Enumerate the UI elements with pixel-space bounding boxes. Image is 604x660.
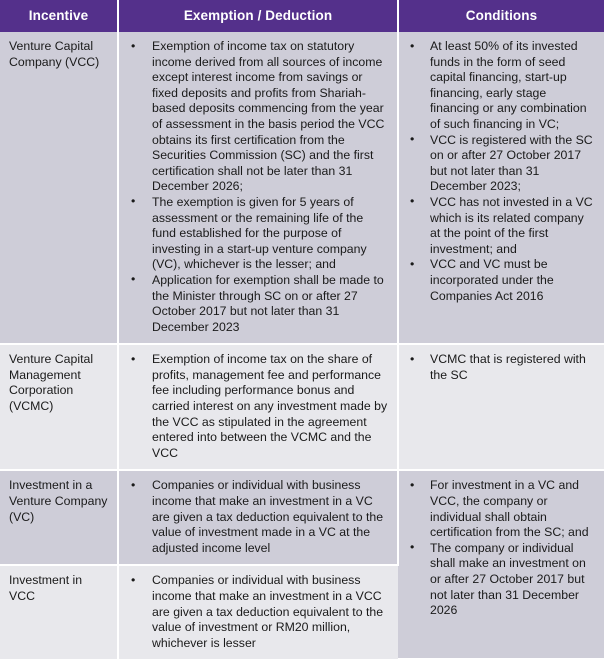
table-row xyxy=(0,32,604,344)
cell-incentive: Investment in a Venture Company (VC) xyxy=(0,470,118,565)
cell-conditions xyxy=(398,470,604,659)
bullet-list xyxy=(128,573,390,651)
bullet-list xyxy=(128,39,389,335)
list-item: • VCC and VC must be incorporated under the Companies Act 2016 xyxy=(408,257,596,304)
cell-exemption xyxy=(118,32,398,344)
cell-conditions xyxy=(398,32,604,344)
header-exemption-deduction: Exemption / Deduction xyxy=(118,0,398,32)
bullet-list xyxy=(408,478,596,618)
list-item: • Companies or individual with business income that make an investment in a VC are given a tax deduction equivalent to the value of investment made in a VC at the adjusted income level xyxy=(128,478,389,556)
list-item: • At least 50% of its invested funds in the form of seed capital financing, start-up financing, early stage financing or any combination of such financing in VC; xyxy=(408,39,596,133)
list-item: • Companies or individual with business income that make an investment in a VCC are given a tax deduction equivalent to the value of investment or RM20 million, whichever is lesser xyxy=(128,573,390,651)
list-item: • VCMC that is registered with the SC xyxy=(408,352,596,383)
cell-exemption xyxy=(118,344,398,470)
list-item: • Exemption of income tax on statutory income derived from all sources of income except interest income from savings or fixed deposits and profits from Shariah-based deposits commencing from the year of assessment in the basis period the VCC obtains its first certification from the Securities Commission (SC) and the first certification shall not be later than 31 December 2026; xyxy=(128,39,389,195)
cell-incentive: Venture Capital Company (VCC) xyxy=(0,32,118,344)
list-item: • For investment in a VC and VCC, the company or individual shall obtain certification from the SC; and xyxy=(408,478,596,540)
table-row xyxy=(0,470,604,565)
list-item: • VCC is registered with the SC on or after 27 October 2017 but not later than 31 December 2023; xyxy=(408,133,596,195)
table-row xyxy=(0,344,604,470)
list-item: • Application for exemption shall be made to the Minister through SC on or after 27 October 2017 but not later than 31 December 2023 xyxy=(128,273,389,335)
header-incentive: Incentive xyxy=(0,0,118,32)
list-item: • The company or individual shall make an investment on or after 27 October 2017 but not later than 31 December 2026 xyxy=(408,541,596,619)
list-item: • Exemption of income tax on the share of profits, management fee and performance fee including performance bonus and carried interest on any investment made by the VCC as stipulated in the agreement entered into between the VCMC and the VCC xyxy=(128,352,389,461)
list-item: • The exemption is given for 5 years of assessment or the remaining life of the fund established for the purpose of investing in a start-up venture company (VC), whichever is the lesser; and xyxy=(128,195,389,273)
table-header-row xyxy=(0,0,604,32)
bullet-list xyxy=(408,352,596,383)
cell-incentive: Venture Capital Management Corporation (VCMC) xyxy=(0,344,118,470)
bullet-list xyxy=(408,39,596,304)
bullet-list xyxy=(128,478,389,556)
cell-incentive: Investment in VCC xyxy=(0,565,118,659)
header-conditions: Conditions xyxy=(398,0,604,32)
bullet-list xyxy=(128,352,389,461)
cell-exemption xyxy=(118,470,398,565)
table-body xyxy=(0,32,604,659)
cell-conditions xyxy=(398,344,604,470)
list-item: • VCC has not invested in a VC which is its related company at the point of the first investment; and xyxy=(408,195,596,257)
cell-exemption xyxy=(118,565,398,659)
table-header xyxy=(0,0,604,32)
